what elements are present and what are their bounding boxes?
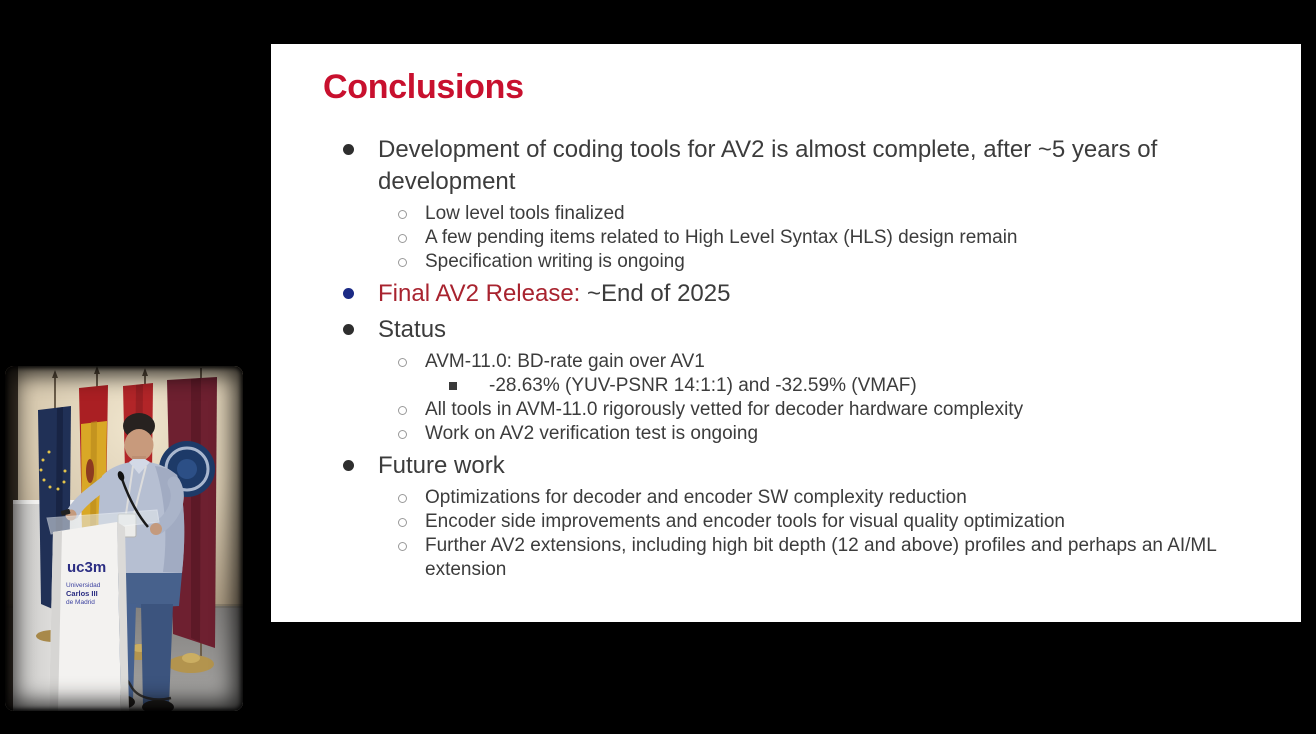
- filled-bullet-icon: [343, 144, 354, 155]
- bullet-item: [271, 422, 1301, 446]
- bullet-item: [271, 202, 1301, 226]
- circle-bullet-icon: [398, 210, 407, 219]
- presenter-video: [5, 366, 243, 711]
- filled-bullet-icon: [343, 288, 354, 299]
- circle-bullet-icon: [398, 494, 407, 503]
- bullet-item: [271, 314, 1301, 346]
- slide-title: Conclusions: [323, 68, 524, 106]
- bullet-item: [271, 134, 1301, 198]
- slide-bullet-list: [271, 130, 1301, 582]
- circle-bullet-icon: [398, 258, 407, 267]
- filled-bullet-icon: [343, 324, 354, 335]
- bullet-item: [271, 510, 1301, 534]
- bullet-item: [271, 374, 1301, 398]
- circle-bullet-icon: [398, 430, 407, 439]
- bullet-item: [271, 226, 1301, 250]
- podium-logo-text: uc3m: [67, 559, 107, 576]
- bullet-text: Specification writing is ongoing: [425, 251, 685, 272]
- podium-madrid-text: de Madrid: [66, 599, 95, 606]
- bullet-item: [271, 250, 1301, 274]
- bullet-text: Future work: [378, 452, 505, 479]
- bullet-text: Work on AV2 verification test is ongoing: [425, 423, 759, 444]
- filled-bullet-icon: [343, 460, 354, 471]
- bullet-text: -28.63% (YUV-PSNR 14:1:1) and -32.59% (VMAF): [489, 375, 917, 396]
- bullet-text: Development of coding tools for AV2 is almost complete, after ~5 years of development: [378, 136, 1158, 195]
- lecture-hall-scene: [5, 366, 243, 711]
- podium-university-text: Universidad: [66, 582, 101, 589]
- bullet-item: [271, 398, 1301, 422]
- bullet-item: [271, 486, 1301, 510]
- right-hand: [150, 523, 162, 535]
- bullet-text: Further AV2 extensions, including high bit depth (12 and above) profiles and perhaps an AI/ML extension: [425, 535, 1217, 580]
- release-highlight-text: Final AV2 Release:: [378, 280, 581, 307]
- right-leg: [141, 604, 173, 706]
- circle-bullet-icon: [398, 234, 407, 243]
- bullet-text: Low level tools finalized: [425, 203, 625, 224]
- bullet-text: Status: [378, 316, 447, 343]
- presentation-slide: [271, 44, 1301, 622]
- bullet-text: Optimizations for decoder and encoder SW complexity reduction: [425, 487, 967, 508]
- podium-carlos-text: Carlos III: [66, 589, 98, 598]
- circle-bullet-icon: [398, 406, 407, 415]
- circle-bullet-icon: [398, 542, 407, 551]
- bullet-text: A few pending items related to High Level Syntax (HLS) design remain: [425, 227, 1018, 248]
- bullet-text: All tools in AVM-11.0 rigorously vetted for decoder hardware complexity: [425, 399, 1024, 420]
- bullet-text: Encoder side improvements and encoder tools for visual quality optimization: [425, 511, 1065, 532]
- bullet-item-release: [271, 278, 1301, 310]
- bullet-text: AVM-11.0: BD-rate gain over AV1: [425, 351, 705, 372]
- bullet-item: [271, 450, 1301, 482]
- bullet-item: [271, 534, 1301, 582]
- release-date-text: ~End of 2025: [580, 280, 731, 307]
- bullet-item: [271, 350, 1301, 374]
- circle-bullet-icon: [398, 518, 407, 527]
- square-bullet-icon: [449, 382, 457, 390]
- circle-bullet-icon: [398, 358, 407, 367]
